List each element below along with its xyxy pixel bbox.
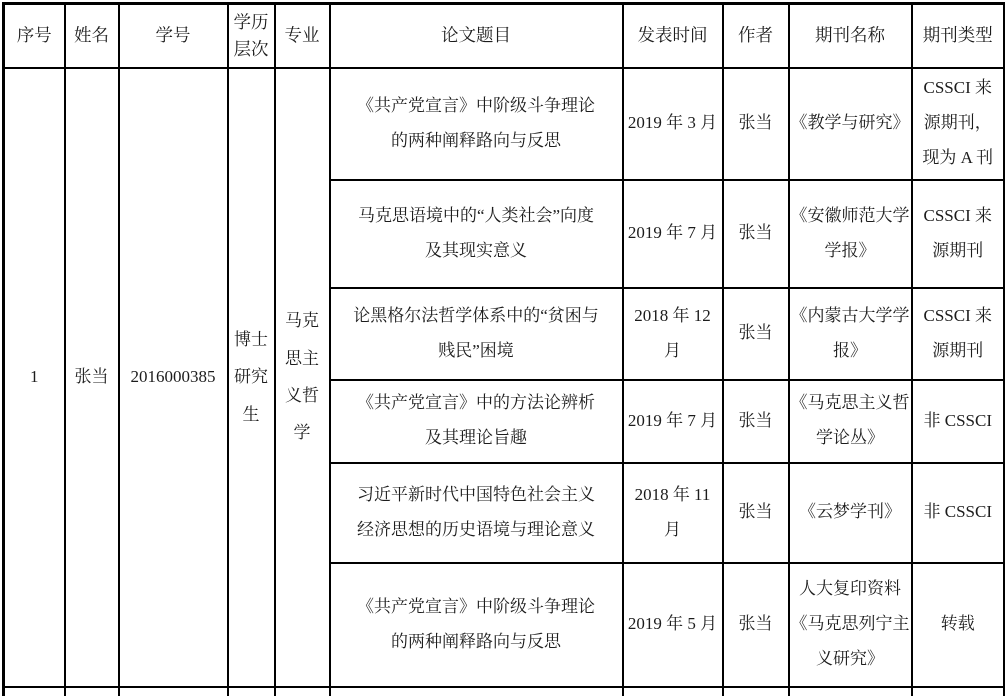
author-cell: 张当	[723, 288, 789, 380]
publish-date-cell: 2019 年 7 月	[623, 380, 723, 463]
author-cell: 张当	[723, 563, 789, 687]
paper-title-cell: 习近平新时代中国特色社会主义经济思想的历史语境与理论意义	[330, 463, 623, 563]
empty-cell	[119, 687, 228, 696]
journal-type-cell: CSSCI 来源期刊	[912, 180, 1005, 288]
author-cell: 张当	[723, 180, 789, 288]
journal-name-cell: 《内蒙古大学学报》	[789, 288, 912, 380]
journal-type-cell: 非 CSSCI	[912, 463, 1005, 563]
publish-date-cell: 2019 年 7 月	[623, 180, 723, 288]
publish-date-cell: 2018 年 11 月	[623, 463, 723, 563]
journal-type-cell: 非 CSSCI	[912, 380, 1005, 463]
journal-name-cell: 《云梦学刊》	[789, 463, 912, 563]
col-header-paper-title: 论文题目	[330, 4, 623, 68]
author-cell: 张当	[723, 68, 789, 180]
header-row	[4, 4, 1005, 68]
journal-type-cell: 转载	[912, 563, 1005, 687]
col-header-degree-level: 学历层次	[228, 4, 275, 68]
col-header-publish-date: 发表时间	[623, 4, 723, 68]
col-header-journal-name: 期刊名称	[789, 4, 912, 68]
author-cell: 张当	[723, 380, 789, 463]
publish-date-cell: 2018 年 12 月	[623, 288, 723, 380]
paper-title-cell: 马克思语境中的“人类社会”向度及其现实意义	[330, 180, 623, 288]
empty-cell	[330, 687, 623, 696]
serial-cell: 1	[4, 68, 65, 687]
empty-cell	[912, 687, 1005, 696]
empty-cell	[228, 687, 275, 696]
student-id-cell: 2016000385	[119, 68, 228, 687]
empty-cell	[789, 687, 912, 696]
col-header-journal-type: 期刊类型	[912, 4, 1005, 68]
degree-level-cell: 博士研究生	[228, 68, 275, 687]
next-row-clipped	[4, 687, 1005, 696]
journal-name-cell: 《马克思主义哲学论丛》	[789, 380, 912, 463]
journal-name-cell: 《安徽师范大学学报》	[789, 180, 912, 288]
publications-table	[2, 2, 1005, 696]
empty-cell	[65, 687, 119, 696]
col-header-name: 姓名	[65, 4, 119, 68]
journal-name-cell: 《教学与研究》	[789, 68, 912, 180]
paper-title-cell: 论黑格尔法哲学体系中的“贫困与贱民”困境	[330, 288, 623, 380]
col-header-student-id: 学号	[119, 4, 228, 68]
journal-type-cell: CSSCI 来源期刊	[912, 288, 1005, 380]
author-cell: 张当	[723, 463, 789, 563]
publish-date-cell: 2019 年 5 月	[623, 563, 723, 687]
empty-cell	[723, 687, 789, 696]
paper-title-cell: 《共产党宣言》中阶级斗争理论的两种阐释路向与反思	[330, 563, 623, 687]
col-header-author: 作者	[723, 4, 789, 68]
name-cell: 张当	[65, 68, 119, 687]
col-header-major: 专业	[275, 4, 330, 68]
journal-name-cell: 人大复印资料《马克思列宁主义研究》	[789, 563, 912, 687]
publish-date-cell: 2019 年 3 月	[623, 68, 723, 180]
col-header-serial: 序号	[4, 4, 65, 68]
major-cell: 马克思主义哲学	[275, 68, 330, 687]
empty-cell	[275, 687, 330, 696]
empty-cell	[623, 687, 723, 696]
empty-cell	[4, 687, 65, 696]
paper-title-cell: 《共产党宣言》中的方法论辨析及其理论旨趣	[330, 380, 623, 463]
paper-row	[4, 68, 1005, 180]
journal-type-cell: CSSCI 来源期刊，现为 A 刊	[912, 68, 1005, 180]
paper-title-cell: 《共产党宣言》中阶级斗争理论的两种阐释路向与反思	[330, 68, 623, 180]
